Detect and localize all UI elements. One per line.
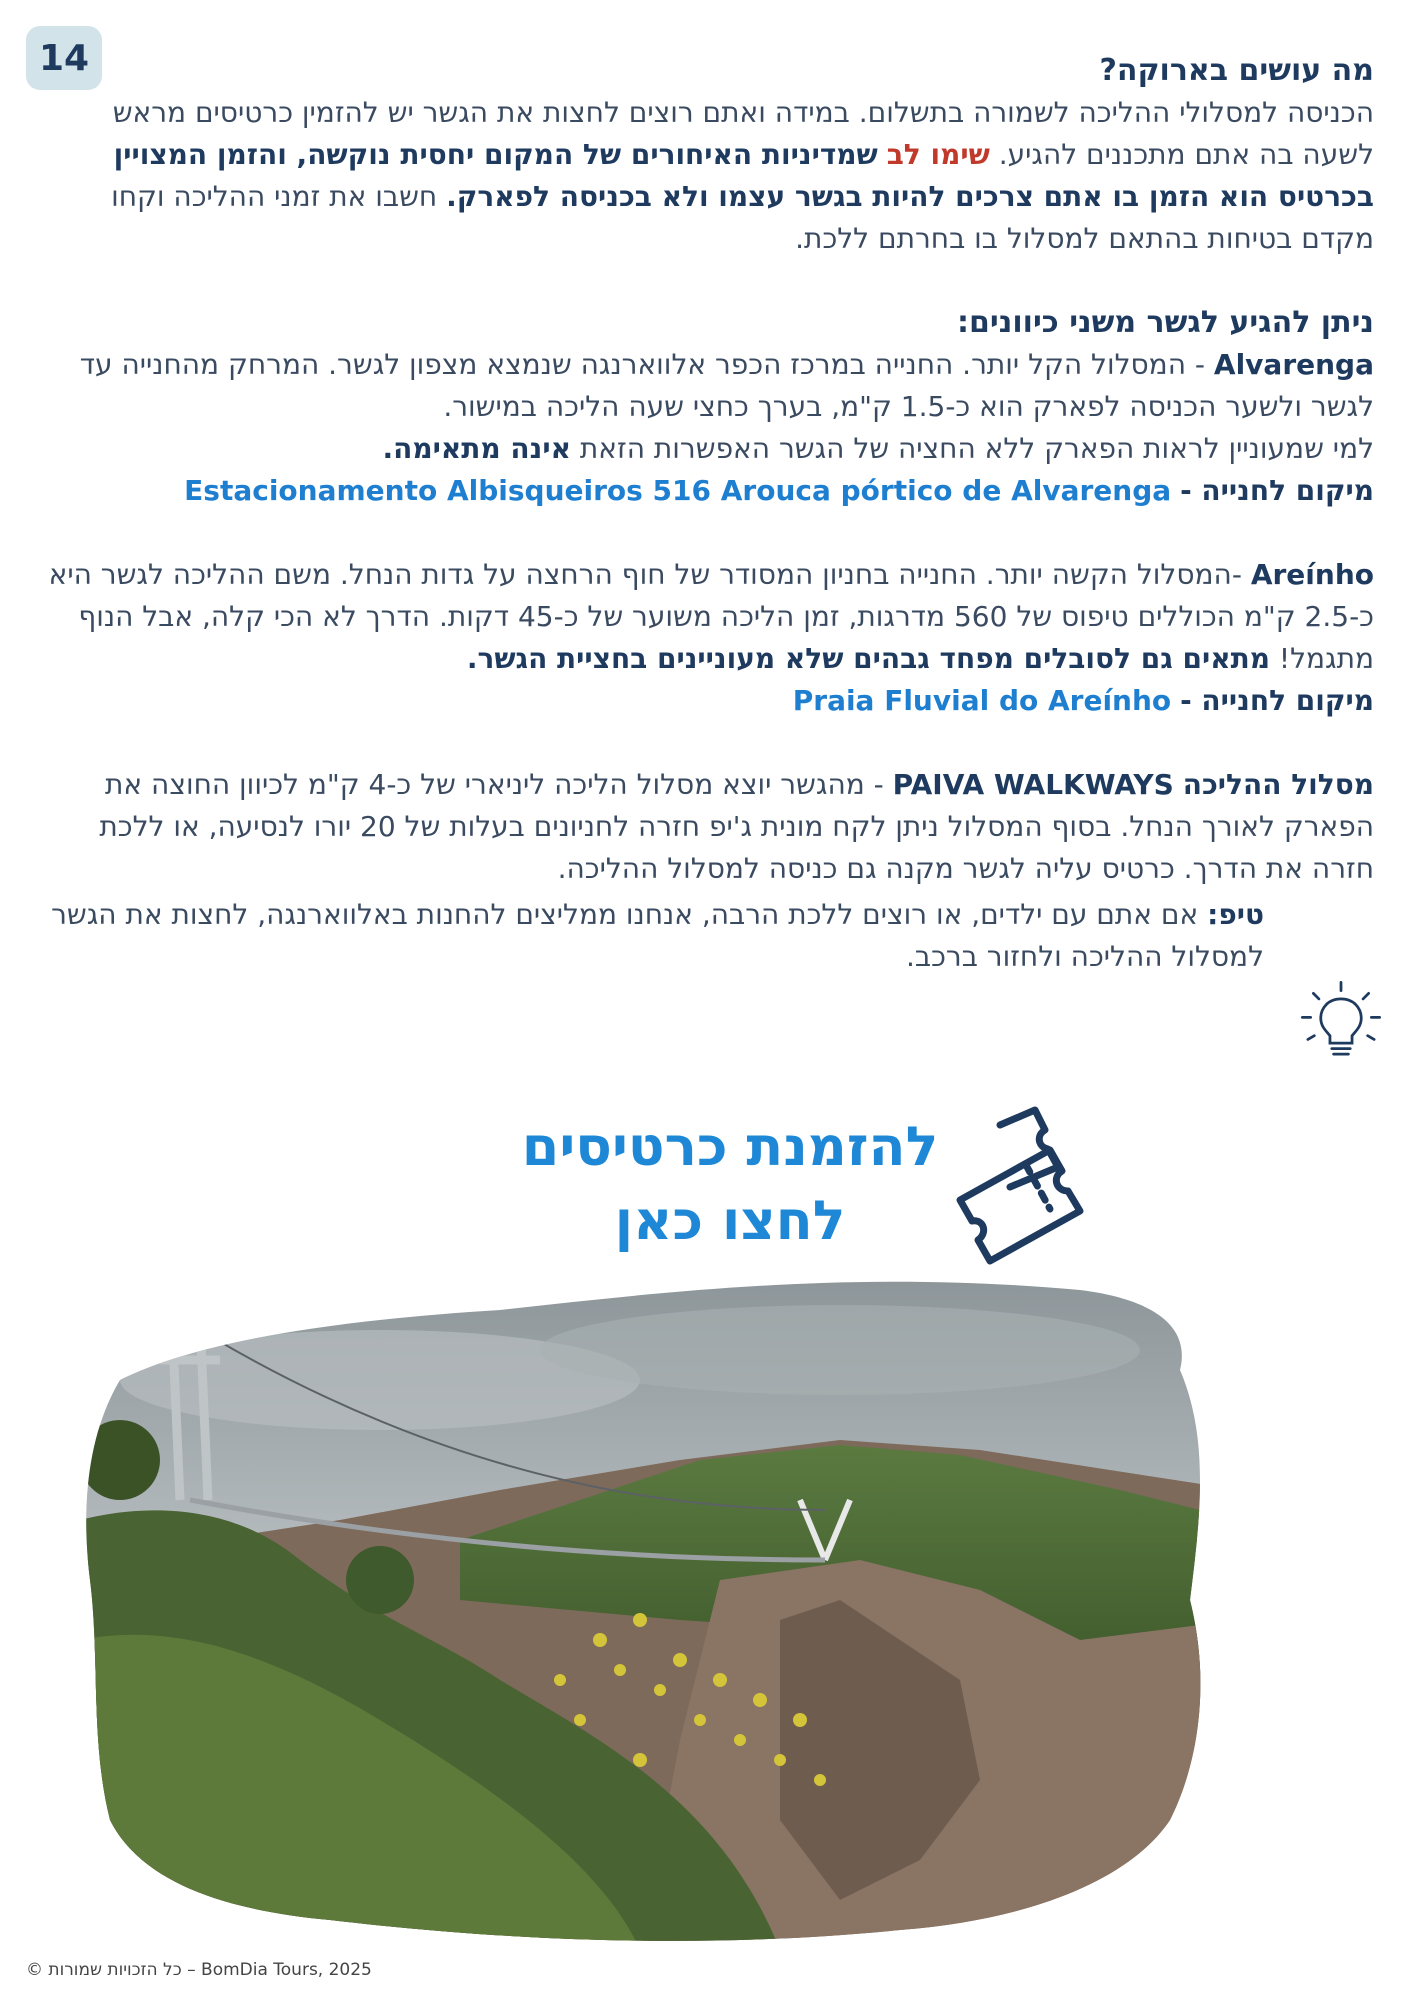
paragraph-areinho [40,554,1374,680]
tip-box [40,894,1374,978]
paragraph-entry [40,92,1374,260]
walkways-label: מסלול ההליכה [1182,768,1374,801]
areinho-bold: מתאים גם לסובלים מפחד גבהים שלא מעוניינים בחציית הגשר. [466,642,1270,675]
cta-line-2: לחצו כאן [614,1189,846,1252]
section-title-what-to-do: מה עושים בארוקה? [1099,53,1374,88]
bridge-landscape-photo [80,1260,1240,1950]
areinho-parking-row [40,680,1374,722]
alvarenga-name: Alvarenga [1213,348,1374,381]
alvarenga-text: - המסלול הקל יותר. החנייה במרכז הכפר אלווארנגה שנמצא מצפון לגשר. המרחק מהחנייה עד לגשר ולשער הכניסה לפארק הוא כ-1.5 ק"מ, בערך כחצי שעה הליכה במישור. [79,348,1374,423]
areinho-text: -המסלול הקשה יותר. החנייה בחניון המסודר של חוף הרחצה על גדות הנחל. משם ההליכה לגשר היא כ-2.5 ק"מ הכוללים טיפוס של 560 מדרגות, זמן הליכה משוער של כ-45 דקות. הדרך לא הכי קלה, אבל הנוף מתגמל! [48,558,1374,675]
cta-line-1: להזמנת כרטיסים [521,1115,939,1178]
attention-label: שימו לב [886,138,990,171]
alvarenga-note-bold: אינה מתאימה. [382,432,571,465]
ticket-icon [940,1105,1120,1265]
walkways-text: - מהגשר יוצא מסלול הליכה ליניארי של כ-4 ק"מ לכיוון החוצה את הפארק לאורך הנחל. בסוף המסלול ניתן לקח מונית ג'יפ חזרה לחניונים בעלות של 20 יורו לנסיעה, או ללכת חזרה את הדרך. כרטיס עליה לגשר מקנה גם כניסה למסלול ההליכה. [99,768,1374,885]
entry-text: הכניסה למסלולי ההליכה לשמורה בתשלום. במידה ואתם רוצים לחצות את הגשר יש להזמין כרטיסים מראש לשעה בה אתם מתכננים להגיע. [112,96,1374,171]
paragraph-walkways [40,764,1374,890]
tip-text: אם אתם עם ילדים, או רוצים ללכת הרבה, אנחנו ממליצים להחנות באלווארנגה, לחצות את הגשר למסלול ההליכה ולחזור ברכב. [51,898,1264,973]
tip-label: טיפ: [1207,898,1264,931]
alvarenga-parking-link[interactable]: Estacionamento Albisqueiros 516 Arouca pórtico de Alvarenga [184,474,1172,507]
alvarenga-note-text: למי שמעוניין לראות הפארק ללא החציה של הגשר האפשרות הזאת [579,432,1374,465]
tip-lightbulb-icon [1295,975,1387,1067]
parking-label: מיקום לחנייה - [1180,474,1374,507]
walkways-name: PAIVA WALKWAYS [892,768,1174,801]
main-text [40,50,1374,978]
entry-text-end: חשבו את זמני ההליכה וקחו מקדם בטיחות בהתאם למסלול בו בחרתם ללכת. [111,180,1374,255]
alvarenga-parking-row [40,470,1374,512]
alvarenga-note [40,428,1374,470]
order-tickets-link[interactable] [500,1110,960,1258]
late-policy-text: שמדיניות האיחורים של המקום יחסית נוקשה, והזמן המצויין בכרטיס הוא הזמן בו אתם צרכים להיות בגשר עצמו ולא בכניסה לפארק. [113,138,1374,213]
parking-label: מיקום לחנייה - [1180,684,1374,717]
paragraph-alvarenga [40,344,1374,428]
areinho-parking-link[interactable]: Praia Fluvial do Areínho [792,684,1172,717]
section-title-directions: ניתן להגיע לגשר משני כיוונים: [957,305,1374,340]
copyright-text: © כל הזכויות שמורות – BomDia Tours, 2025 [26,1960,372,1980]
page-number: 14 [38,37,90,79]
areinho-name: Areínho [1250,558,1374,591]
